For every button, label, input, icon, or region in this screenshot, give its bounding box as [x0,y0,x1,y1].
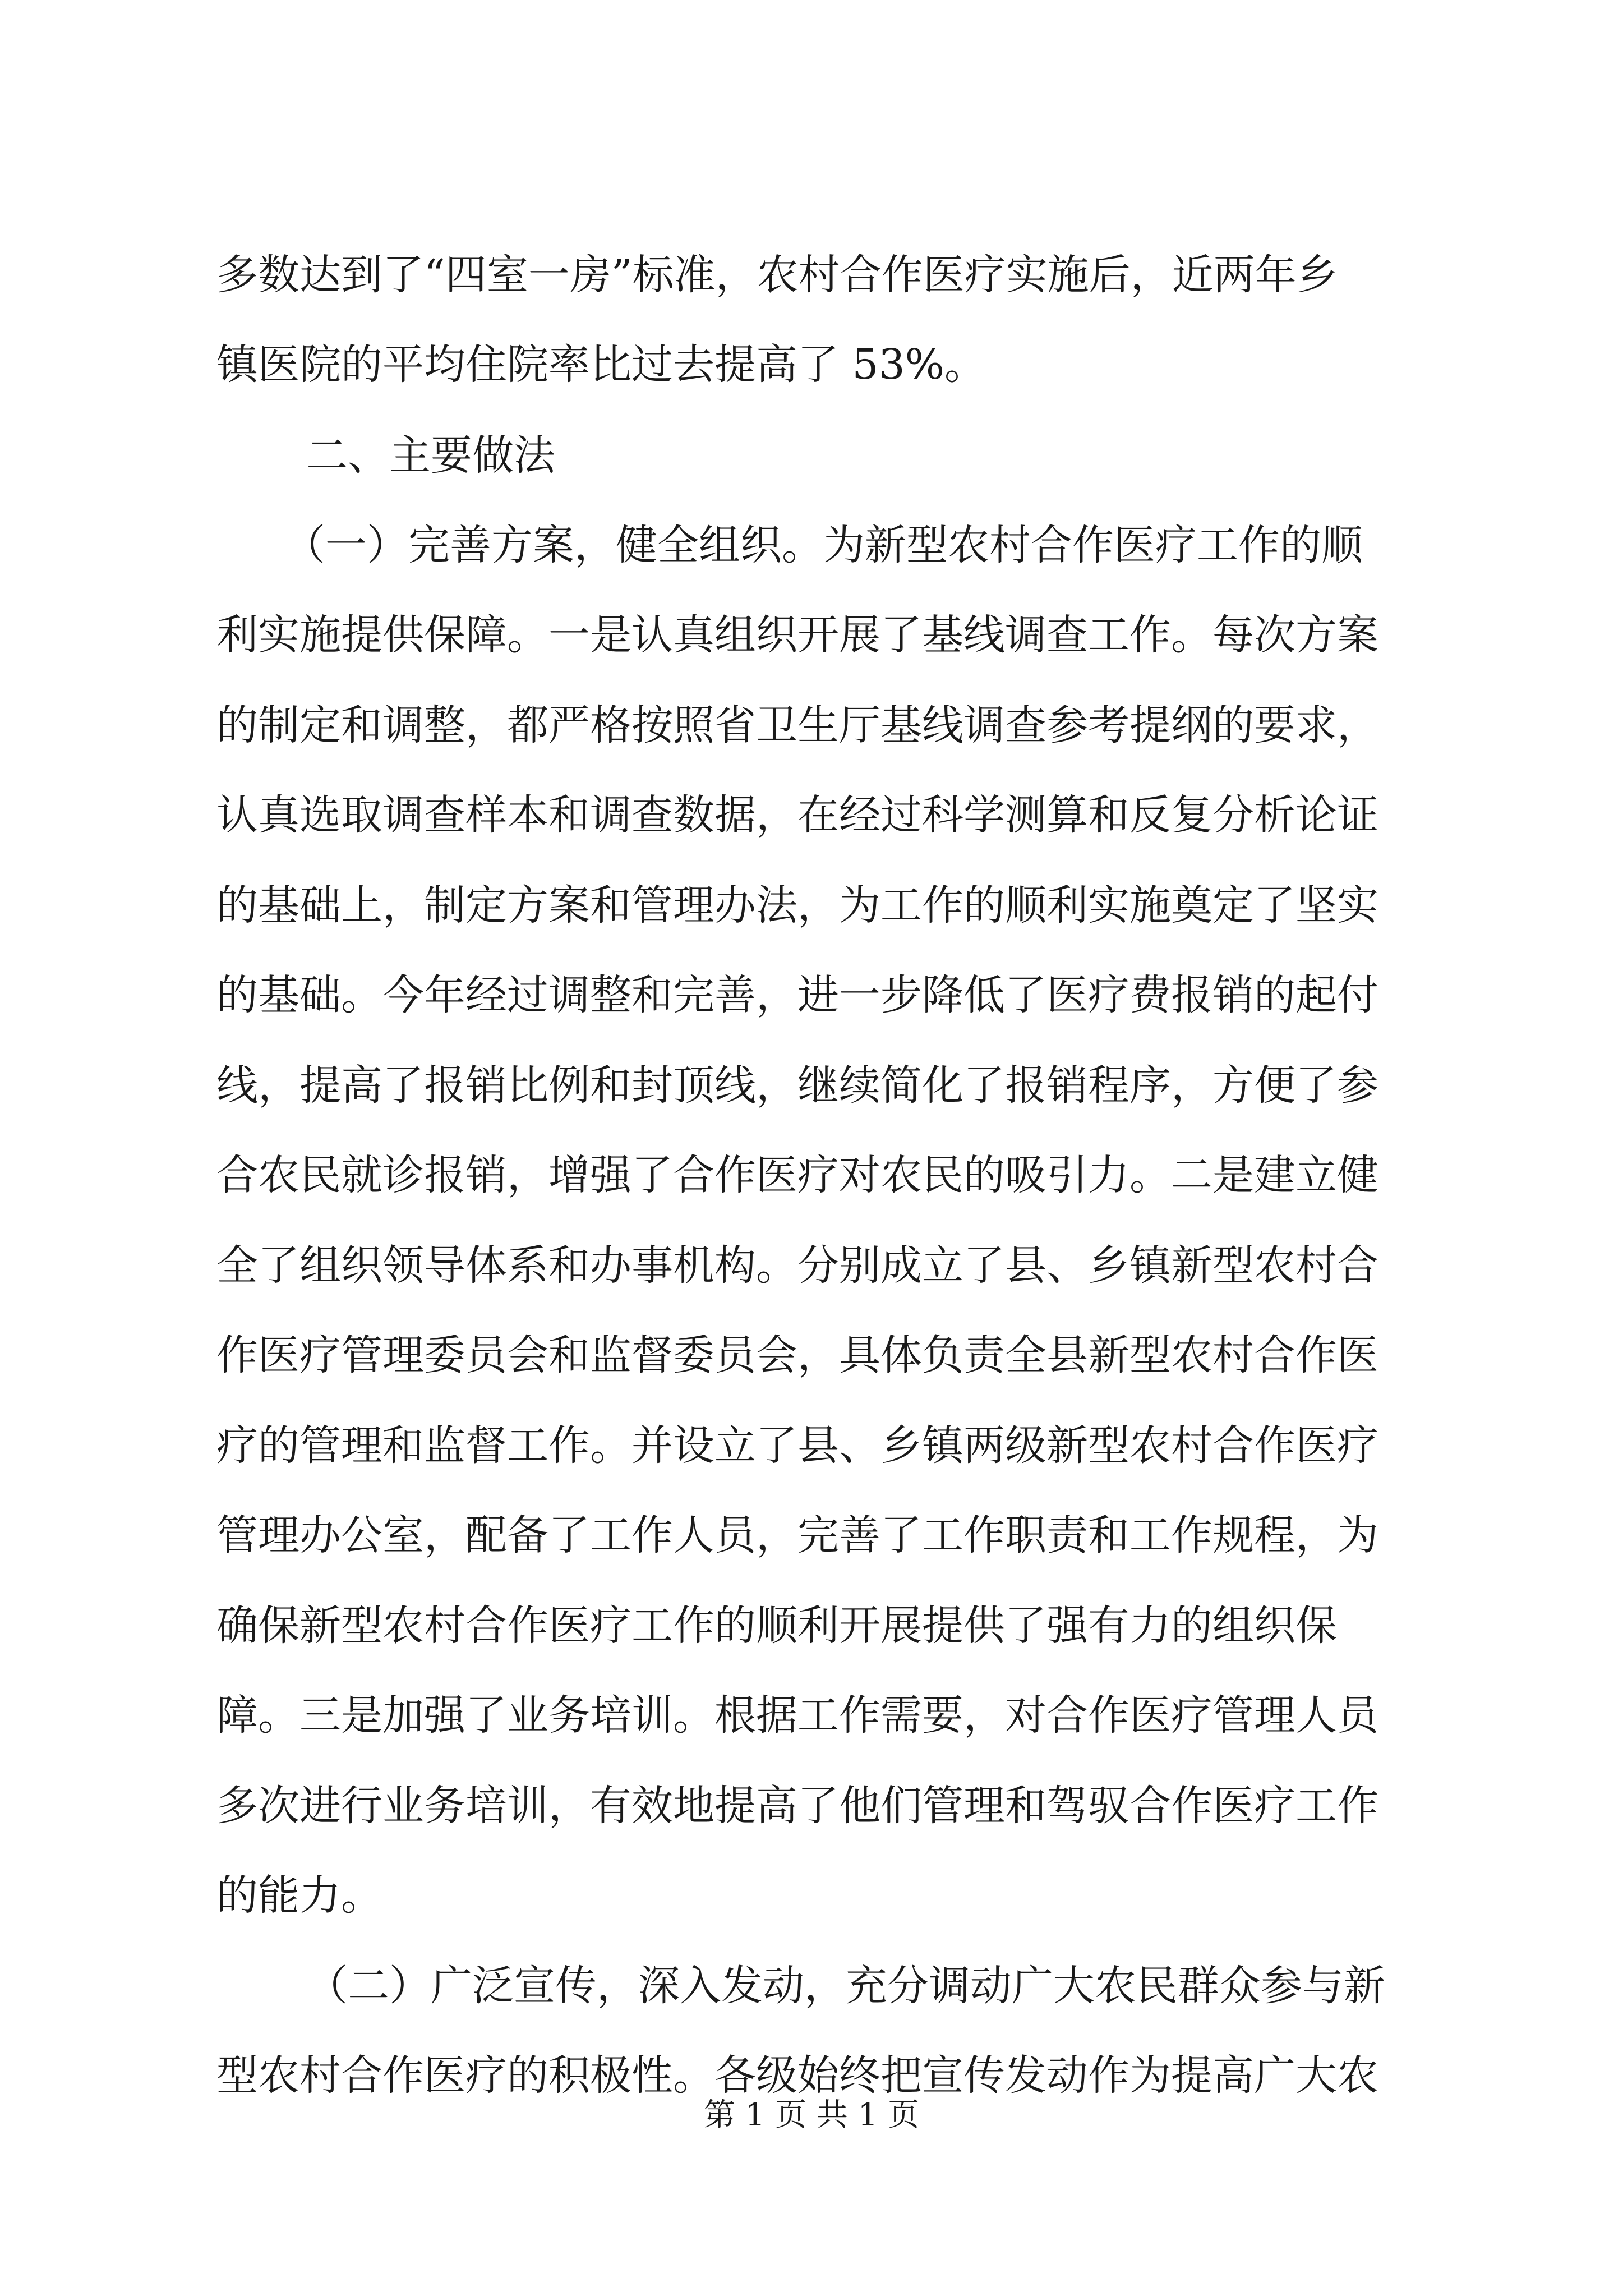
text-line: 疗的管理和监督工作。并设立了县、乡镇两级新型农村合作医疗 [216,1421,1378,1470]
text-line: 的能力。 [216,1871,382,1920]
text-line: 多数达到了“四室一房”标准，农村合作医疗实施后，近两年乡 [216,251,1338,299]
text-line: 利实施提供保障。一是认真组织开展了基线调查工作。每次方案 [216,611,1378,659]
subsection-heading-line: （一）完善方案，健全组织。为新型农村合作医疗工作的顺 [284,521,1363,569]
section-heading: 二、主要做法 [306,431,555,480]
text-line: 型农村合作医疗的积极性。各级始终把宣传发动作为提高广大农 [216,2051,1378,2100]
page-number-footer: 第 1 页 共 1 页 [703,2097,920,2133]
text-line: 线，提高了报销比例和封顶线，继续简化了报销程序，方便了参 [216,1061,1378,1110]
text-line: 多次进行业务培训，有效地提高了他们管理和驾驭合作医疗工作 [216,1782,1378,1830]
text-line: 的基础上，制定方案和管理办法，为工作的顺利实施奠定了坚实 [216,881,1378,930]
text-line: 管理办公室，配备了工作人员，完善了工作职责和工作规程，为 [216,1511,1378,1559]
subsection-heading-line: （二）广泛宣传，深入发动，充分调动广大农民群众参与新 [306,1962,1385,2010]
text-line: 镇医院的平均住院率比过去提高了 53%。 [216,341,986,389]
text-line: 的基础。今年经过调整和完善，进一步降低了医疗费报销的起付 [216,971,1378,1019]
text-line: 的制定和调整，都严格按照省卫生厅基线调查参考提纲的要求， [216,701,1378,749]
text-line: 障。三是加强了业务培训。根据工作需要，对合作医疗管理人员 [216,1691,1378,1740]
text-line: 作医疗管理委员会和监督委员会，具体负责全县新型农村合作医 [216,1331,1378,1379]
text-line: 确保新型农村合作医疗工作的顺利开展提供了强有力的组织保 [216,1602,1337,1650]
text-line: 认真选取调查样本和调查数据，在经过科学测算和反复分析论证 [216,791,1378,839]
text-line: 合农民就诊报销，增强了合作医疗对农民的吸引力。二是建立健 [216,1151,1378,1199]
text-line: 全了组织领导体系和办事机构。分别成立了县、乡镇新型农村合 [216,1241,1378,1290]
